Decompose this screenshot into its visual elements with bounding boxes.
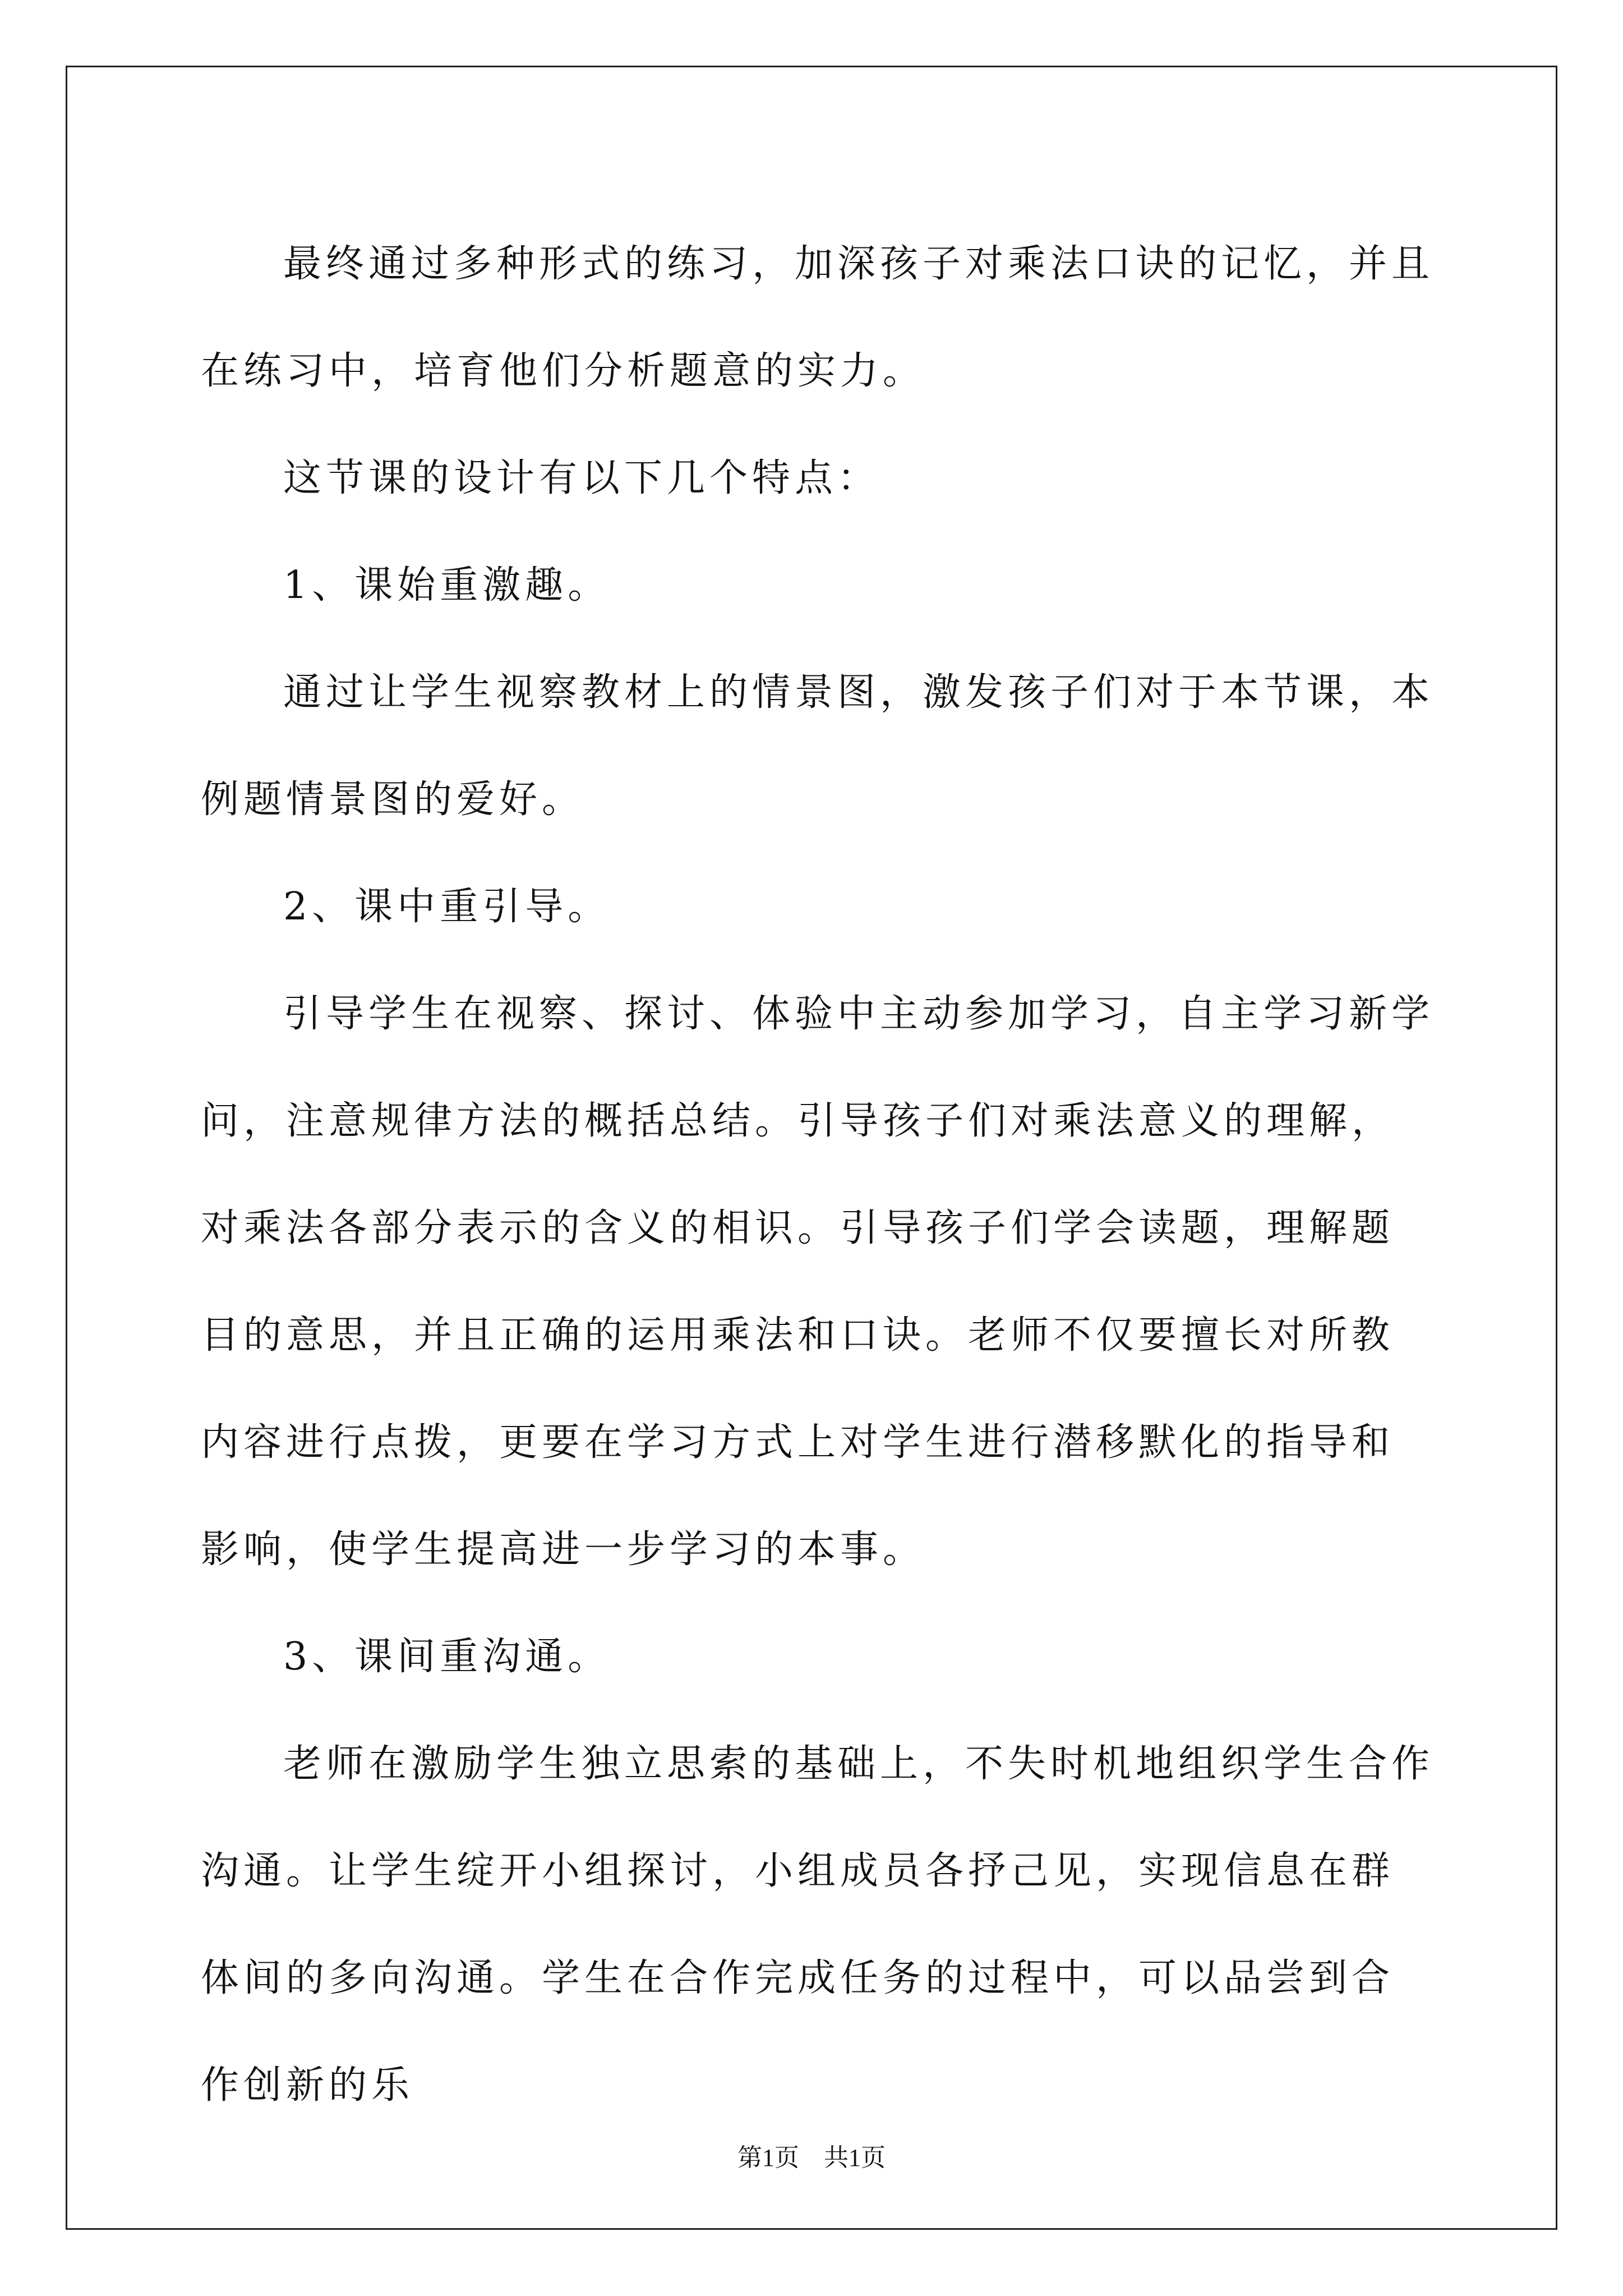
paragraph-feature-3: 老师在激励学生独立思索的基础上，不失时机地组织学生合作沟通。让学生绽开小组探讨，小组成员各抒己见，实现信息在群体间的多向沟通。学生在合作完成任务的过程中，可以品尝到合作创新的乐 [201, 1742, 1435, 2108]
paragraph-feature-2: 引导学生在视察、探讨、体验中主动参加学习，自主学习新学问，注意规律方法的概括总结。引导孩子们对乘法意义的理解，对乘法各部分表示的含义的相识。引导孩子们学会读题，理解题目的意思，并且正确的运用乘法和口诀。老师不仅要擅长对所教内容进行点拨，更要在学习方式上对学生进行潜移默化的指导和影响，使学生提高进一步学习的本事。 [201, 992, 1435, 1572]
document-body [201, 210, 1435, 2139]
heading-feature-2: 2、课中重引导。 [283, 885, 611, 929]
paragraph-practice: 最终通过多种形式的练习，加深孩子对乘法口诀的记忆，并且在练习中，培育他们分析题意的实力。 [201, 242, 1435, 393]
heading-feature-1: 1、课始重激趣。 [283, 563, 611, 608]
heading-feature-3: 3、课间重沟通。 [283, 1635, 611, 1679]
paragraph-feature-1: 通过让学生视察教材上的情景图，激发孩子们对于本节课，本例题情景图的爱好。 [201, 670, 1435, 822]
page-number-footer: 第1页 共1页 [737, 2144, 886, 2171]
paragraph-features-intro: 这节课的设计有以下几个特点： [283, 456, 880, 500]
